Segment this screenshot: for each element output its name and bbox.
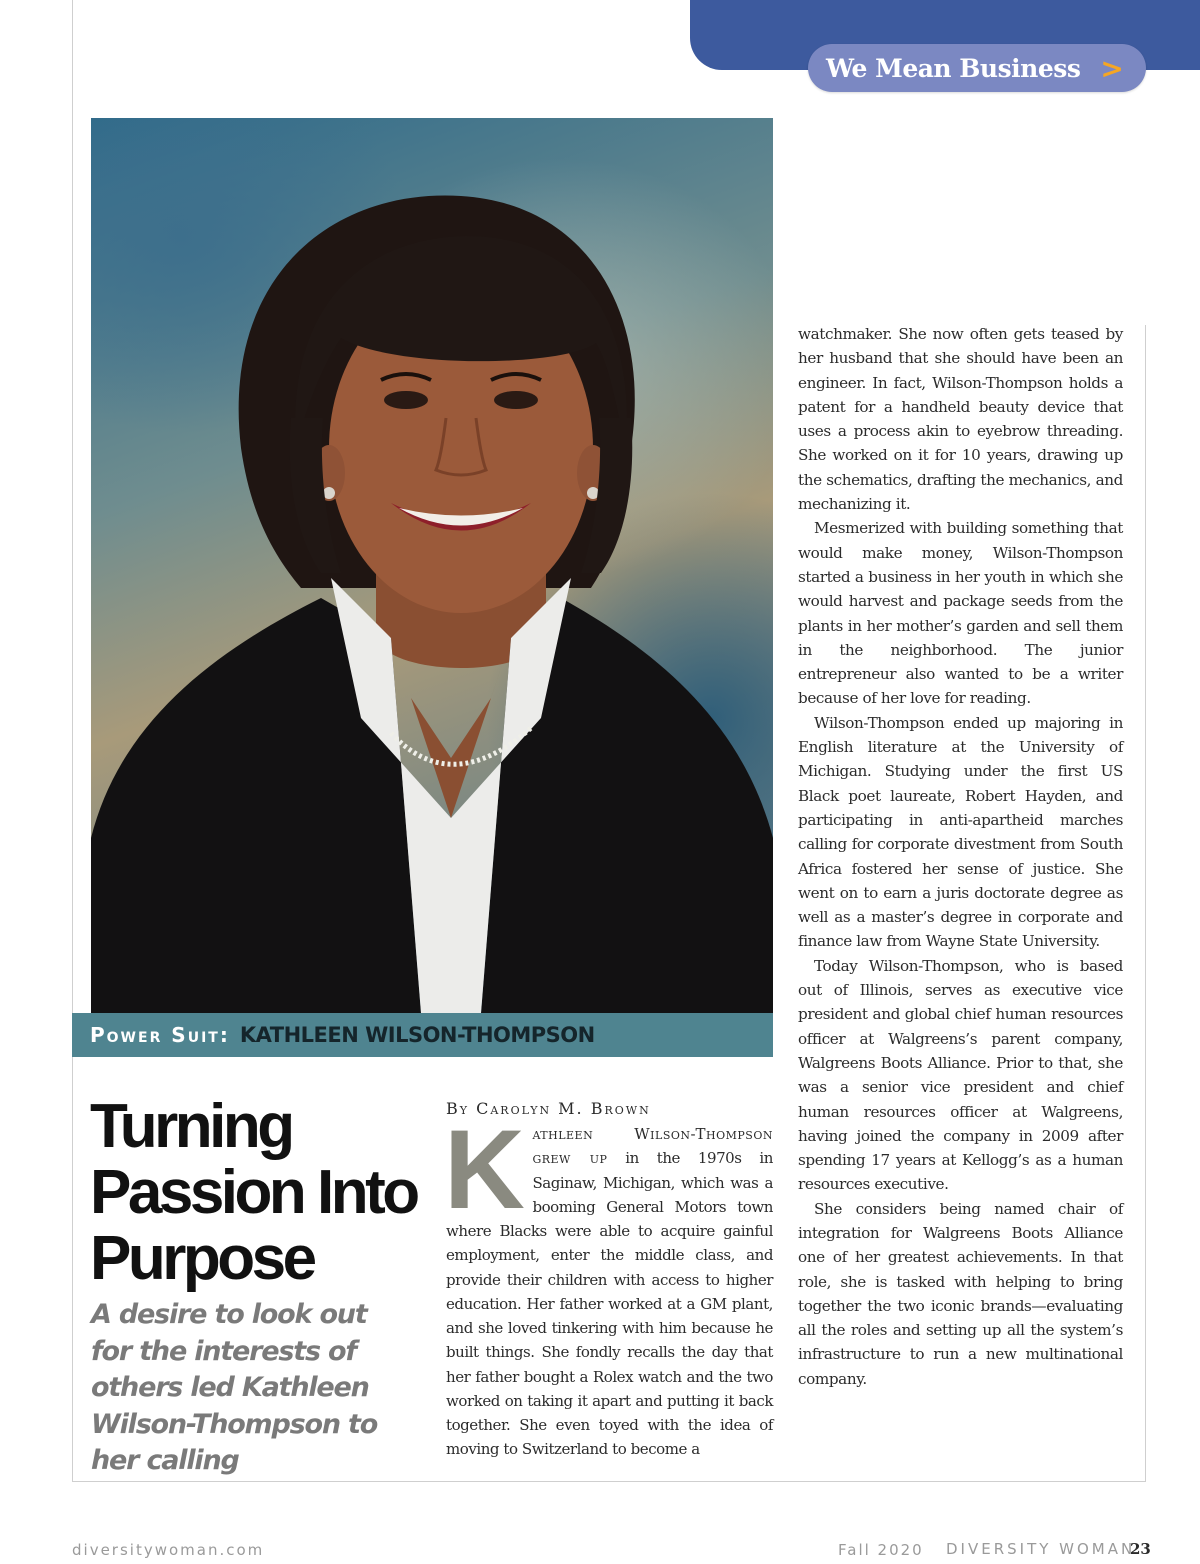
paragraph: She considers being named chair of integration for Walgreens Boots Alliance one of her greatest achievements. In that role, she is tasked with helping to bring together the two iconic brands—evaluating all the roles and setting up all the system’s infrastructure to run a new multinational company. [798, 1199, 1123, 1388]
footer-website[interactable]: diversitywoman.com [72, 1541, 265, 1559]
paragraph: Today Wilson-Thompson, who is based out of Illinois, serves as executive vice president and global chief human resources officer at Walgreens’s parent company, Walgreens Boots Alliance. Prior to that, she was a senior vice president and chief human resources officer at Walgreens, having joined the company in 2009 after spending 17 years at Kellogg’s as a human resources executive. [798, 956, 1123, 1194]
power-suit-banner [72, 1013, 773, 1057]
section-tab-label: We Mean Business [826, 53, 1081, 83]
article-byline: By Carolyn M. Brown [446, 1099, 651, 1118]
drop-cap: K [444, 1107, 525, 1232]
banner-kicker: Power Suit: [90, 1023, 230, 1047]
page-bottom-rule [72, 1481, 1146, 1482]
footer-issue: Fall 2020 [838, 1541, 924, 1559]
portrait-photo [91, 118, 773, 1013]
article-column-2 [798, 322, 1123, 1391]
chevron-right-icon: > [1100, 51, 1124, 85]
article-headline: Turning Passion Into Purpose [90, 1092, 417, 1293]
footer-magazine-name: DIVERSITY WOMAN [946, 1540, 1136, 1558]
paragraph: watchmaker. She now often gets teased by her husband that she should have been an engineer. In fact, Wilson-Thompson holds a patent for a handheld beauty device that uses a process akin to eyebrow threading. She worked on it for 10 years, drawing up the schematics, drafting the mechanics, and mechanizing it. [798, 325, 1123, 514]
page-right-rule [1145, 325, 1146, 1482]
paragraph: Wilson-Thompson ended up majoring in English literature at the University of Michigan. Studying under the first US Black poet laureate, Robert Hayden, and participating in anti-apartheid marches calling for corporate divestment from South Africa fostered her sense of justice. She went on to earn a juris doctorate degree as well as a master’s degree in corporate and finance law from Wayne State University. [798, 713, 1123, 951]
paragraph: Mesmerized with building something that would make money, Wilson-Thompson started a business in her youth in which she would harvest and package seeds from the plants in her mother’s garden and sell them in the neighborhood. The junior entrepreneur also wanted to be a writer because of her love for reading. [798, 519, 1123, 708]
section-tab-pill[interactable] [808, 44, 1146, 92]
banner-name: KATHLEEN WILSON-THOMPSON [239, 1023, 595, 1047]
lead-in-caps: athleen Wilson-Thompson grew up [532, 1125, 773, 1168]
portrait-illustration [91, 118, 773, 1013]
footer-page-number: 23 [1130, 1540, 1151, 1558]
page-left-rule [72, 0, 73, 1482]
article-dek: A desire to look out for the interests of others led Kathleen Wilson-Thompson to her calling [91, 1299, 378, 1476]
column-1-text: in the 1970s in Saginaw, Michigan, which was a booming General Motors town where Blacks were able to acquire gainful employment, enter the middle class, and provide their children with access to higher education. Her father worked at a GM plant, and she loved tinkering with him because he built things. She fondly recalls the day that her father bought a Rolex watch and the two worked on taking it apart and putting it back together. She even toyed with the idea of moving to Switzerland to become a [446, 1149, 773, 1459]
